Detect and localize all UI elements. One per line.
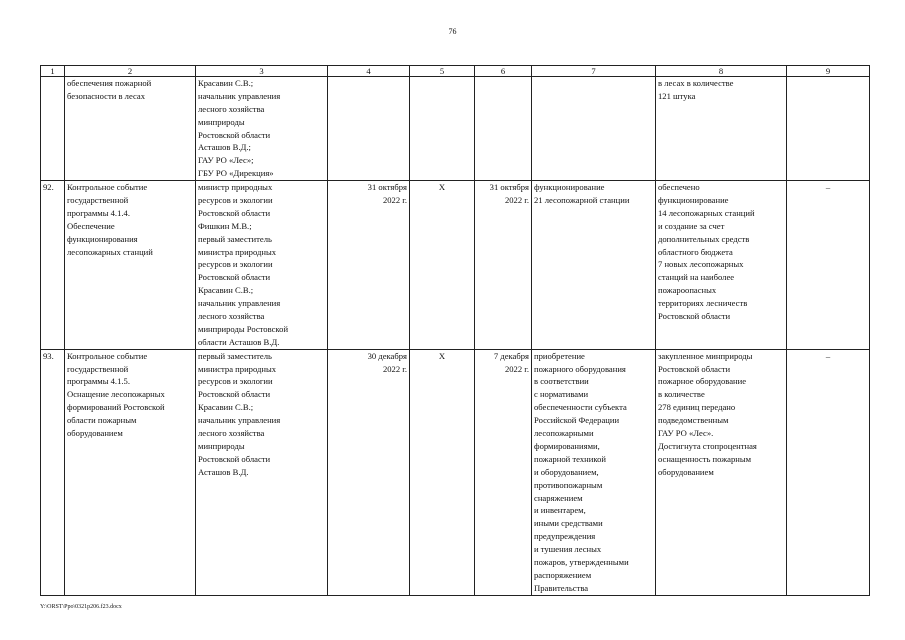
- column-number: 3: [196, 66, 328, 77]
- planned-result-cell: приобретение пожарного оборудования в соответствии с нормативами обеспеченности субъекта Российской Федерации лесопожарными формированиями, пожарной техникой и оборудованием, противопожарным снаряжением и инвентарем, иными средствами предупреждения и тушения лесных пожаров, утвержденными распоряжением Правительства: [532, 349, 656, 595]
- event-name-cell: Контрольное событие государственной программы 4.1.5. Оснащение лесопожарных формирований Ростовской области пожарным оборудованием: [65, 349, 196, 595]
- column-number: 6: [475, 66, 532, 77]
- column-number: 7: [532, 66, 656, 77]
- column-number-row: [41, 66, 870, 77]
- event-name-cell: обеспечения пожарной безопасности в лесах: [65, 77, 196, 181]
- column-number: 1: [41, 66, 65, 77]
- column-5-cell: [410, 77, 475, 181]
- planned-date-cell: 30 декабря 2022 г.: [328, 349, 410, 595]
- column-number: 5: [410, 66, 475, 77]
- planned-date-cell: 31 октября 2022 г.: [328, 181, 410, 350]
- responsible-cell: первый заместитель министра природных ресурсов и экологии Ростовской области Красавин С.В.; начальник управления лесного хозяйства минприроды Ростовской области Асташов В.Д.: [196, 349, 328, 595]
- column-9-cell: [787, 77, 870, 181]
- planned-result-cell: [532, 77, 656, 181]
- actual-date-cell: [475, 77, 532, 181]
- row-number-cell: [41, 77, 65, 181]
- responsible-cell: Красавин С.В.; начальник управления лесного хозяйства минприроды Ростовской области Асташов В.Д.; ГАУ РО «Лес»; ГБУ РО «Дирекция»: [196, 77, 328, 181]
- actual-date-cell: 31 октября 2022 г.: [475, 181, 532, 350]
- column-5-cell: Х: [410, 181, 475, 350]
- event-name-cell: Контрольное событие государственной программы 4.1.4. Обеспечение функционирования лесопожарных станций: [65, 181, 196, 350]
- column-9-cell: –: [787, 349, 870, 595]
- table-row: [41, 77, 870, 181]
- actual-result-cell: закупленное минприроды Ростовской области пожарное оборудование в количестве 278 единиц передано подведомственным ГАУ РО «Лес». Достигнута стопроцентная оснащенность пожарным оборудованием: [656, 349, 787, 595]
- page-number: 76: [448, 27, 457, 36]
- column-number: 4: [328, 66, 410, 77]
- column-5-cell: Х: [410, 349, 475, 595]
- actual-result-cell: обеспечено функционирование 14 лесопожарных станций и создание за счет дополнительных средств областного бюджета 7 новых лесопожарных станций на наиболее пожароопасных территориях лесничеств Ростовской области: [656, 181, 787, 350]
- column-number: 2: [65, 66, 196, 77]
- table-row: [41, 349, 870, 595]
- planned-result-cell: функционирование 21 лесопожарной станции: [532, 181, 656, 350]
- row-number-cell: 93.: [41, 349, 65, 595]
- planned-date-cell: [328, 77, 410, 181]
- actual-date-cell: 7 декабря 2022 г.: [475, 349, 532, 595]
- table-row: [41, 181, 870, 350]
- column-number: 9: [787, 66, 870, 77]
- column-9-cell: –: [787, 181, 870, 350]
- column-number: 8: [656, 66, 787, 77]
- file-path-footer: Y:\ORST\Ppo\0321p206.f23.docx: [40, 604, 122, 610]
- document-table: [40, 65, 870, 596]
- responsible-cell: министр природных ресурсов и экологии Ростовской области Фишкин М.В.; первый заместитель министра природных ресурсов и экологии Ростовской области Красавин С.В.; начальник управления лесного хозяйства минприроды Ростовской области Асташов В.Д.: [196, 181, 328, 350]
- row-number-cell: 92.: [41, 181, 65, 350]
- actual-result-cell: в лесах в количестве 121 штука: [656, 77, 787, 181]
